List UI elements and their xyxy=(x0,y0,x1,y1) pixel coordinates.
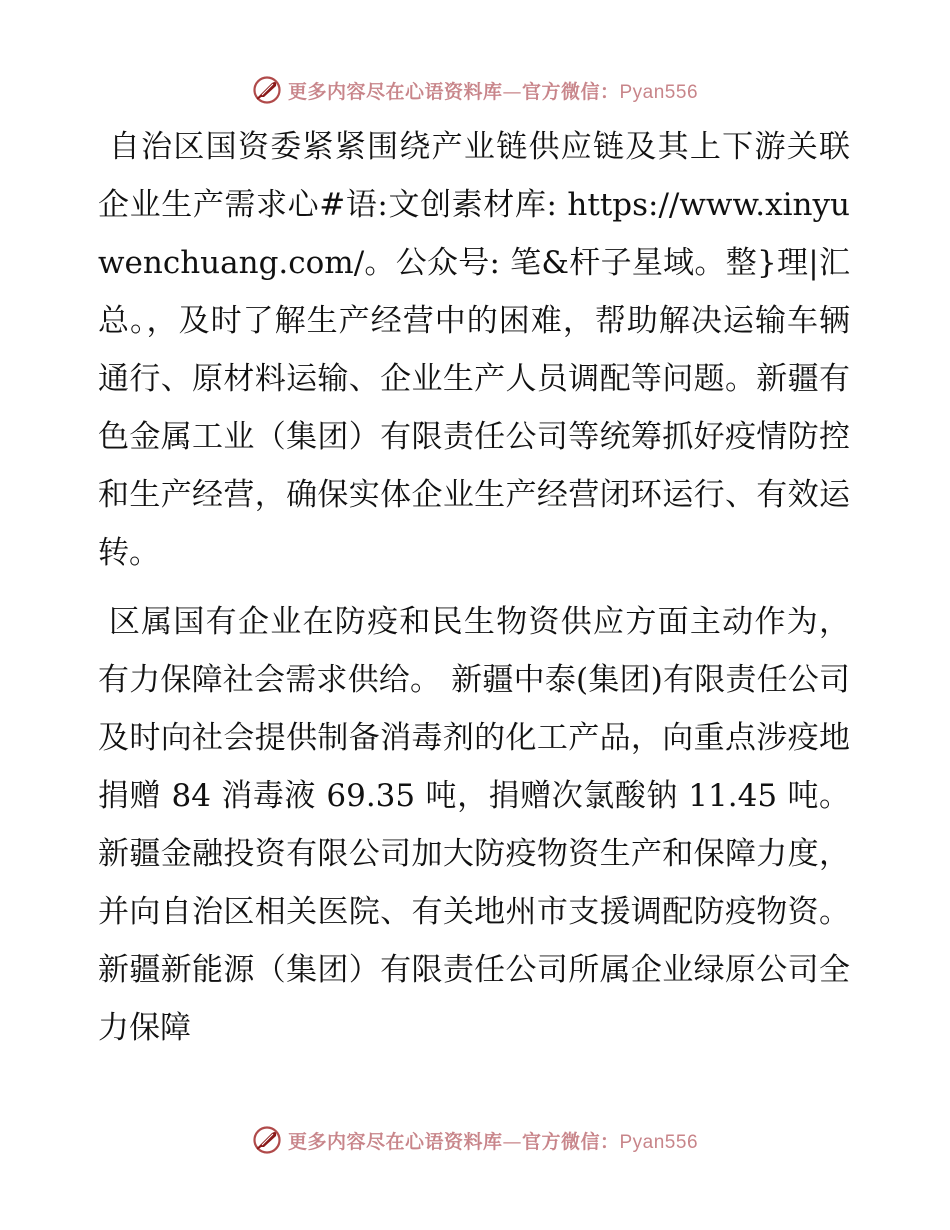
footer-banner xyxy=(0,1123,950,1157)
header-banner-text xyxy=(288,77,698,104)
quill-pen-logo-icon xyxy=(252,1125,282,1155)
footer-banner-text xyxy=(288,1127,698,1154)
header-banner-wechat-label: 官方微信： xyxy=(521,80,620,103)
footer-banner-handle: Pyan556 xyxy=(619,1131,699,1153)
paragraph-2: 区属国有企业在防疫和民生物资供应方面主动作为， 有力保障社会需求供给。 新疆中泰(集团)有限责任公司及时向社会提供制备消毒剂的化工产品，向重点涉疫地捐赠 84 消毒液 69.35 吨，捐赠次氯酸钠 11.45 吨。新疆金融投资有限公司加大防疫物资生产和保障力度，并向自治区相关医院、有关地州市支援调配防疫物资。新疆新能源（集团）有限责任公司所属企业绿原公司全力保障 xyxy=(98,604,850,1046)
paragraph-1: 自治区国资委紧紧围绕产业链供应链及其上下游关联企业生产需求心#语:文创素材库: https://www.xinyuwenchuang.com/。公众号: 笔&杆子星域。整}理|汇总。，及时了解生产经营中的困难，帮助解决运输车辆通行、原材料运输、企业生产人员调配等问题。新疆有色金属工业（集团）有限责任公司等统筹抓好疫情防控和生产经营，确保实体企业生产经营闭环运行、有效运转。 xyxy=(98,129,850,571)
header-banner-title: 更多内容尽在心语资料库 xyxy=(287,80,503,103)
footer-banner-title: 更多内容尽在心语资料库 xyxy=(287,1130,503,1153)
quill-pen-logo-icon xyxy=(252,75,282,105)
footer-banner-separator: — xyxy=(502,1130,522,1153)
header-banner-handle: Pyan556 xyxy=(619,81,699,103)
footer-banner-wechat-label: 官方微信： xyxy=(521,1130,620,1153)
document-body xyxy=(98,118,850,1057)
footer-banner-content[interactable] xyxy=(252,1123,698,1157)
header-banner xyxy=(0,73,950,107)
header-banner-separator: — xyxy=(502,80,522,103)
header-banner-content[interactable] xyxy=(252,73,698,107)
